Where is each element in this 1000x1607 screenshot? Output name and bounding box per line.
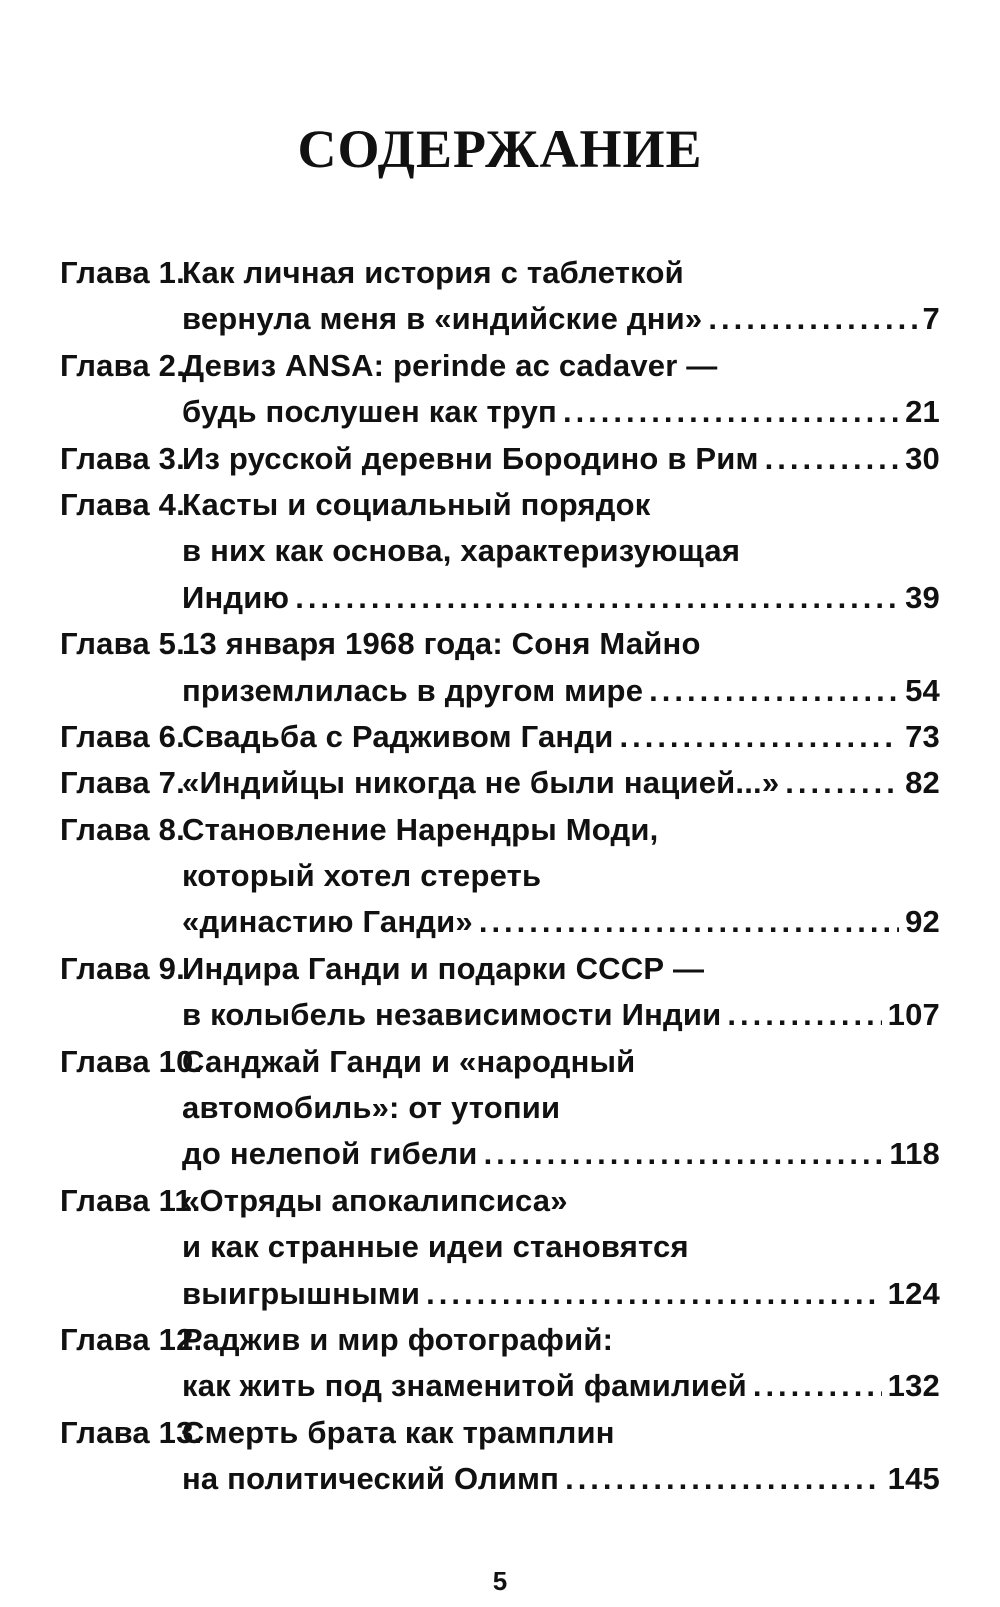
toc-line xyxy=(60,436,940,482)
toc-line xyxy=(60,296,940,342)
toc-line xyxy=(60,343,940,389)
page-title: СОДЕРЖАНИЕ xyxy=(297,119,703,179)
chapter-label: Глава 4. xyxy=(60,486,185,522)
toc-line xyxy=(60,899,940,945)
chapter-label: Глава 6. xyxy=(60,718,185,754)
toc-line xyxy=(60,1131,940,1177)
chapter-title-text: автомобиль»: от утопии xyxy=(182,1090,561,1126)
chapter-title-text: Девиз ANSA: perinde ac cadaver — xyxy=(182,347,718,383)
chapter-title-text: вернула меня в «индийские дни» xyxy=(182,301,703,337)
table-of-contents xyxy=(60,250,940,1503)
toc-line xyxy=(60,760,940,806)
chapter-label: Глава 12. xyxy=(60,1321,203,1357)
toc-line xyxy=(60,714,940,760)
chapter-label: Глава 13. xyxy=(60,1414,203,1450)
chapter-page-number: 82 xyxy=(905,765,940,801)
toc-line xyxy=(60,1085,940,1131)
toc-entry xyxy=(60,1317,940,1410)
chapter-page-number: 21 xyxy=(905,394,940,430)
dot-leader xyxy=(708,296,916,342)
toc-entry xyxy=(60,807,940,946)
chapter-label: Глава 1. xyxy=(60,255,185,290)
toc-line xyxy=(60,1271,940,1317)
toc-line xyxy=(60,992,940,1038)
chapter-page-number: 73 xyxy=(905,718,940,754)
dot-leader xyxy=(619,714,899,760)
toc-entry xyxy=(60,250,940,343)
chapter-page-number: 7 xyxy=(922,301,940,337)
chapter-title-text: Смерть брата как трамплин xyxy=(182,1414,615,1450)
chapter-title-text: выигрышными xyxy=(182,1275,421,1311)
chapter-page-number: 107 xyxy=(887,997,940,1033)
chapter-label: Глава 2. xyxy=(60,347,185,383)
toc-line xyxy=(60,1363,940,1409)
toc-line xyxy=(60,1456,940,1502)
chapter-label: Глава 5. xyxy=(60,626,185,662)
toc-entry xyxy=(60,482,940,621)
chapter-title-text: «Отряды апокалипсиса» xyxy=(182,1182,568,1218)
chapter-title-text: Санджай Ганди и «народный xyxy=(182,1043,636,1079)
chapter-title-text: будь послушен как труп xyxy=(182,394,557,430)
toc-entry xyxy=(60,1178,940,1317)
chapter-title-text: Индира Ганди и подарки СССР — xyxy=(182,950,705,986)
toc-entry xyxy=(60,1410,940,1503)
toc-line xyxy=(60,482,940,528)
chapter-page-number: 39 xyxy=(905,579,940,615)
toc-entry xyxy=(60,760,940,806)
chapter-title-text: приземлилась в другом мире xyxy=(182,672,644,708)
toc-entry xyxy=(60,621,940,714)
toc-entry xyxy=(60,1039,940,1178)
chapter-label: Глава 10. xyxy=(60,1043,203,1079)
toc-entry xyxy=(60,946,940,1039)
chapter-page-number: 118 xyxy=(889,1136,940,1172)
toc-line xyxy=(60,1224,940,1270)
chapter-label: Глава 3. xyxy=(60,440,185,476)
chapter-page-number: 124 xyxy=(887,1275,940,1311)
toc-line xyxy=(60,1410,940,1456)
chapter-title-text: Из русской деревни Бородино в Рим xyxy=(182,440,759,476)
toc-line xyxy=(60,668,940,714)
dot-leader xyxy=(727,992,881,1038)
toc-line xyxy=(60,946,940,992)
chapter-title-text: Становление Нарендры Моди, xyxy=(182,811,659,847)
dot-leader xyxy=(785,760,899,806)
toc-line xyxy=(60,575,940,621)
toc-entry xyxy=(60,343,940,436)
chapter-label: Глава 11. xyxy=(60,1182,201,1218)
toc-entry xyxy=(60,714,940,760)
chapter-label: Глава 8. xyxy=(60,811,185,847)
chapter-title-text: 13 января 1968 года: Соня Майно xyxy=(182,626,701,662)
chapter-title-text: «Индийцы никогда не были нацией...» xyxy=(182,765,780,801)
dot-leader xyxy=(765,436,899,482)
dot-leader xyxy=(563,389,899,435)
chapter-title-text: Как личная история с таблеткой xyxy=(182,255,684,290)
toc-line xyxy=(60,1039,940,1085)
dot-leader xyxy=(484,1131,884,1177)
chapter-title-text: как жить под знаменитой фамилией xyxy=(182,1368,747,1404)
toc-line xyxy=(60,807,940,853)
toc-line xyxy=(60,1317,940,1363)
chapter-page-number: 54 xyxy=(905,672,940,708)
chapter-title-text: в колыбель независимости Индии xyxy=(182,997,722,1033)
chapter-label: Глава 7. xyxy=(60,765,185,801)
toc-line xyxy=(60,1178,940,1224)
chapter-title-text: до нелепой гибели xyxy=(182,1136,478,1172)
toc-entry xyxy=(60,436,940,482)
chapter-title-text: в них как основа, характеризующая xyxy=(182,533,741,569)
toc-line xyxy=(60,389,940,435)
chapter-label: Глава 9. xyxy=(60,950,185,986)
chapter-page-number: 145 xyxy=(887,1461,940,1497)
chapter-page-number: 92 xyxy=(905,904,940,940)
chapter-title-text: Раджив и мир фотографий: xyxy=(182,1321,614,1357)
chapter-title-text: Свадьба с Радживом Ганди xyxy=(182,718,614,754)
dot-leader xyxy=(565,1456,882,1502)
chapter-title-text: Касты и социальный порядок xyxy=(182,486,651,522)
toc-line xyxy=(60,853,940,899)
dot-leader xyxy=(426,1271,882,1317)
dot-leader xyxy=(649,668,899,714)
chapter-page-number: 30 xyxy=(905,440,940,476)
dot-leader xyxy=(753,1363,882,1409)
page-number: 5 xyxy=(492,1566,508,1596)
chapter-page-number: 132 xyxy=(887,1368,940,1404)
chapter-title-text: Индию xyxy=(182,579,290,615)
toc-line xyxy=(60,528,940,574)
chapter-title-text: и как странные идеи становятся xyxy=(182,1229,689,1265)
dot-leader xyxy=(479,899,899,945)
toc-line xyxy=(60,250,940,296)
toc-line xyxy=(60,621,940,667)
dot-leader xyxy=(295,575,899,621)
chapter-title-text: на политический Олимп xyxy=(182,1461,560,1497)
chapter-title-text: который хотел стереть xyxy=(182,858,542,894)
chapter-title-text: «династию Ганди» xyxy=(182,904,473,940)
